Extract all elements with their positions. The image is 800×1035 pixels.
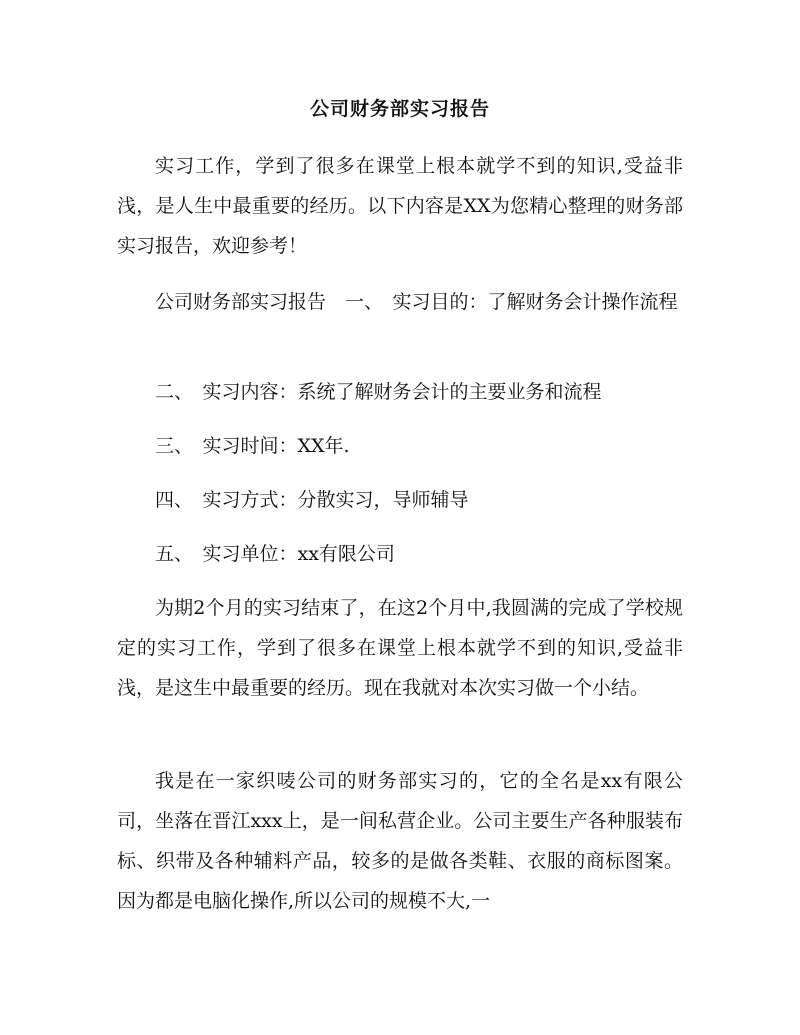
company-paragraph: 我是在一家织唛公司的财务部实习的，它的全名是xx有限公司，坐落在晋江xxx上，是一间私营企业。公司主要生产各种服装布标、织带及各种辅料产品，较多的是做各类鞋、衣服的商标图案。因为都是电脑化操作,所以公司的规模不大,一 <box>117 770 683 912</box>
document-title: 公司财务部实习报告 <box>309 98 490 120</box>
list-item-method: 四、 实习方式：分散实习，导师辅导 <box>155 489 469 511</box>
list-item-time: 三、 实习时间：XX年. <box>155 435 350 457</box>
list-item-content: 二、 实习内容：系统了解财务会计的主要业务和流程 <box>155 381 602 403</box>
list-item-unit: 五、 实习单位：xx有限公司 <box>155 543 395 565</box>
intro-paragraph: 实习工作，学到了很多在课堂上根本就学不到的知识,受益非浅，是人生中最重要的经历。以下内容是XX为您精心整理的财务部实习报告，欢迎参考！ <box>117 155 683 257</box>
summary-paragraph: 为期2个月的实习结束了，在这2个月中,我圆满的完成了学校规定的实习工作，学到了很多在课堂上根本就学不到的知识,受益非浅，是这生中最重要的经历。现在我就对本次实习做一个小结。 <box>117 597 683 699</box>
heading-paragraph: 公司财务部实习报告 一、 实习目的：了解财务会计操作流程 <box>155 291 678 313</box>
